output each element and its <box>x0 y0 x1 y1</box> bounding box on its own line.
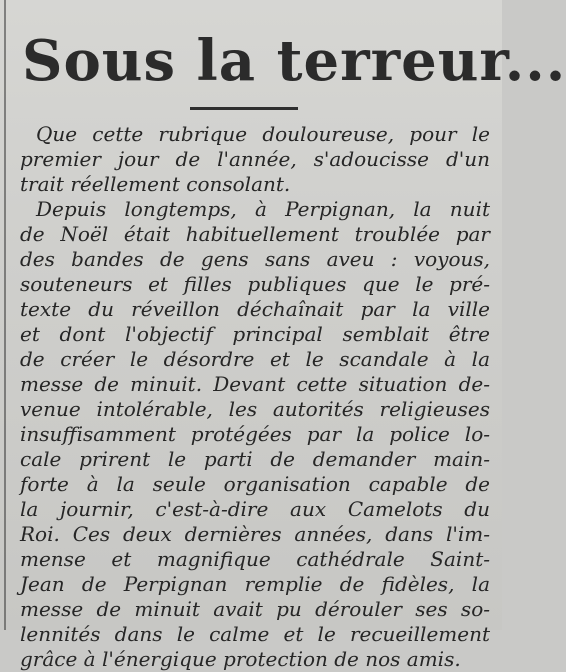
article-line: texte du réveillon déchaînait par la ville <box>20 297 490 321</box>
article-line: de créer le désordre et le scandale à la <box>20 347 490 371</box>
article-line: trait réellement consolant. <box>20 172 291 196</box>
article-line: Que cette rubrique douloureuse, pour le <box>36 122 490 146</box>
article-line: forte à la seule organisation capable de <box>20 472 490 496</box>
article-line: insuffisamment protégées par la police lo- <box>20 422 490 446</box>
article-line: de Noël était habituellement troublée par <box>20 222 490 246</box>
article-line: Depuis longtemps, à Perpignan, la nuit <box>36 197 490 221</box>
article-line: lennités dans le calme et le recueillement <box>20 622 490 646</box>
article-line: la journir, c'est-à-dire aux Camelots du <box>20 497 490 521</box>
article-line: cale prirent le parti de demander main- <box>20 447 490 471</box>
article-line: Jean de Perpignan remplie de fidèles, la <box>20 572 490 596</box>
article-line: souteneurs et filles publiques que le pré- <box>20 272 490 296</box>
article-paragraph <box>20 197 490 672</box>
article-body <box>20 122 490 672</box>
article-line: et dont l'objectif principal semblait être <box>20 322 490 346</box>
column-rule <box>4 0 6 630</box>
article-paragraph <box>20 122 490 197</box>
headline-divider <box>190 107 298 110</box>
article-line: messe de minuit avait pu dérouler ses so- <box>20 597 490 621</box>
article-line: messe de minuit. Devant cette situation de- <box>20 372 490 396</box>
article-headline: Sous la terreur... <box>22 28 566 94</box>
article-line: premier jour de l'année, s'adoucisse d'un <box>20 147 490 171</box>
article-line: venue intolérable, les autorités religieuses <box>20 397 490 421</box>
article-line: mense et magnifique cathédrale Saint- <box>20 547 490 571</box>
article-line: grâce à l'énergique protection de nos amis. <box>20 647 461 671</box>
article-line: Roi. Ces deux dernières années, dans l'im- <box>20 522 490 546</box>
article-line: des bandes de gens sans aveu : voyous, <box>20 247 490 271</box>
